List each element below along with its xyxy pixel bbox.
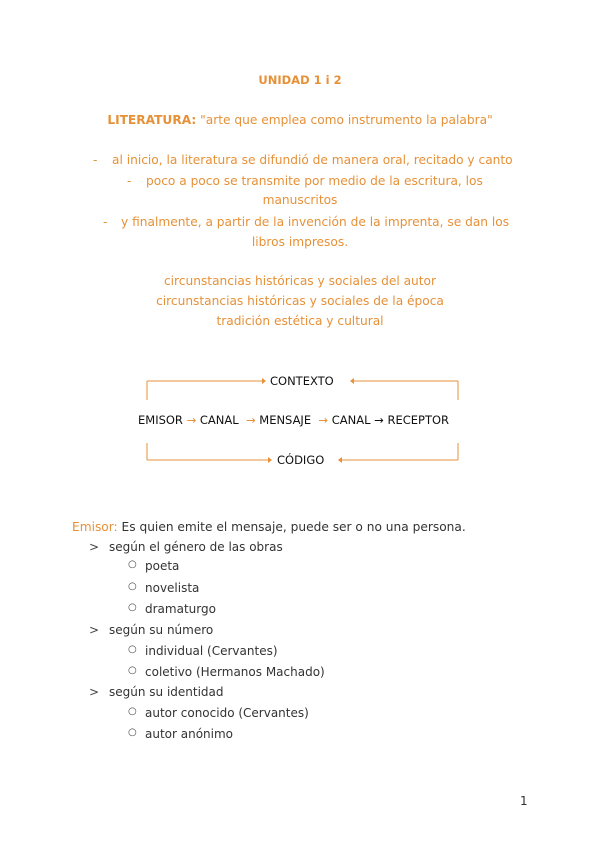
definition-term: LITERATURA: <box>107 113 197 127</box>
mensaje-node: MENSAJE <box>259 413 312 427</box>
item-individual: individual (Cervantes) <box>145 644 278 658</box>
emisor-definition <box>72 517 466 537</box>
item-poeta: poeta <box>145 559 180 573</box>
circumstance-tradition: tradición estética y cultural <box>216 314 384 328</box>
page-title: UNIDAD 1 i 2 <box>258 73 342 87</box>
receptor-node: RECEPTOR <box>387 413 450 427</box>
history-item-3-line2: libros impresos. <box>251 235 349 249</box>
group-identity-label: según su identidad <box>109 685 224 699</box>
code-label: CÓDIGO <box>277 453 325 467</box>
group-marker: > <box>89 623 100 637</box>
history-dash-2: - <box>127 174 132 188</box>
item-marker: ○ <box>128 644 137 655</box>
page-number: 1 <box>520 794 528 808</box>
context-arrow-right <box>350 378 354 384</box>
item-marker: ○ <box>128 706 137 717</box>
arrow-right-icon: → <box>245 413 256 427</box>
item-novelista: novelista <box>145 581 200 595</box>
emisor-term: Emisor: <box>72 520 118 534</box>
group-marker: > <box>89 540 100 554</box>
group-marker: > <box>89 685 100 699</box>
history-dash-3: - <box>103 215 108 229</box>
item-marker: ○ <box>128 727 137 738</box>
arrow-right-icon: → <box>186 413 197 427</box>
circumstance-epoch: circunstancias históricas y sociales de la época <box>156 294 444 308</box>
canal-node-1: CANAL <box>199 413 239 427</box>
history-item-1: al inicio, la literatura se difundió de manera oral, recitado y canto <box>112 153 513 167</box>
item-autor-anonimo: autor anónimo <box>145 727 234 741</box>
context-arrow-left <box>262 378 266 384</box>
item-dramaturgo: dramaturgo <box>145 602 216 616</box>
canal-node-2: CANAL <box>331 413 371 427</box>
emisor-text: Es quien emite el mensaje, puede ser o no una persona. <box>121 520 466 534</box>
history-item-3-line1: y finalmente, a partir de la invención de la imprenta, se dan los <box>121 215 510 229</box>
code-arrow-left <box>268 457 272 463</box>
code-arrow-right <box>338 457 342 463</box>
item-marker: ○ <box>128 581 137 592</box>
context-label: CONTEXTO <box>270 374 334 388</box>
group-genre-label: según el género de las obras <box>109 540 283 554</box>
definition-text: "arte que emplea como instrumento la palabra" <box>200 113 493 127</box>
diagram-flow <box>138 413 449 427</box>
arrow-right-icon: → <box>318 413 329 427</box>
item-coletivo: coletivo (Hermanos Machado) <box>145 665 325 679</box>
arrow-right-icon: → <box>374 413 384 427</box>
item-autor-conocido: autor conocido (Cervantes) <box>145 706 309 720</box>
literature-definition <box>0 110 600 130</box>
item-marker: ○ <box>128 559 137 570</box>
item-marker: ○ <box>128 602 137 613</box>
history-item-2-line2: manuscritos <box>262 193 338 207</box>
item-marker: ○ <box>128 665 137 676</box>
circumstance-author: circunstancias históricas y sociales del autor <box>163 274 437 288</box>
history-dash-1: - <box>93 153 98 167</box>
group-number-label: según su número <box>109 623 214 637</box>
history-item-2-line1: poco a poco se transmite por medio de la escritura, los <box>146 174 483 188</box>
emisor-node: EMISOR <box>138 413 183 427</box>
